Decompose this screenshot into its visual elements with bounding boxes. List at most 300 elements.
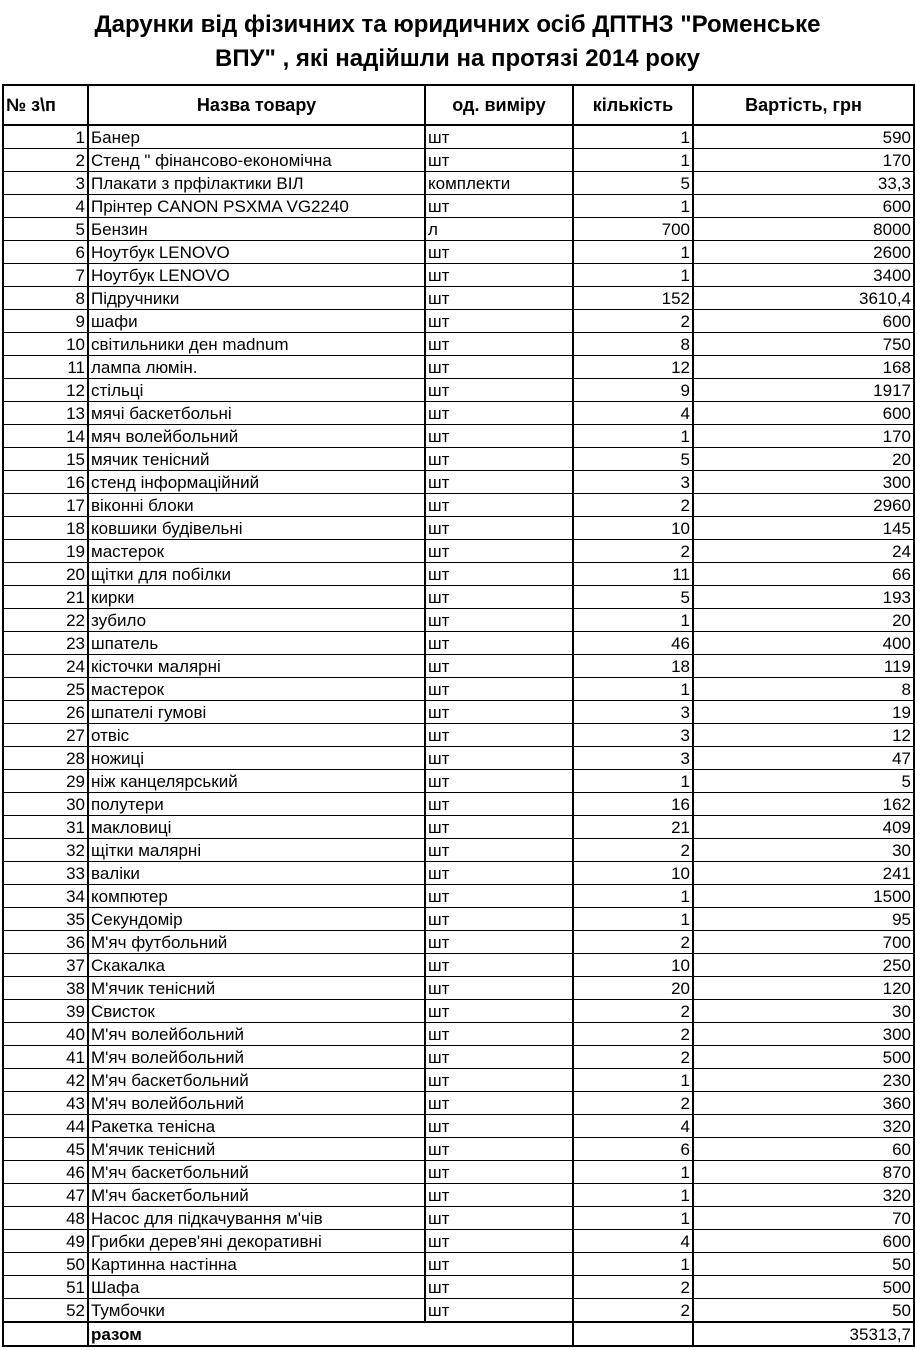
- cell-number: 43: [3, 1092, 88, 1115]
- cell-item-name: стенд інформаційний: [88, 471, 425, 494]
- cell-unit: шт: [425, 379, 573, 402]
- cell-cost: 170: [693, 149, 914, 172]
- cell-quantity: 20: [573, 977, 693, 1000]
- cell-quantity: 6: [573, 1138, 693, 1161]
- cell-unit: шт: [425, 908, 573, 931]
- table-row: [3, 609, 914, 632]
- cell-item-name: мячі баскетбольні: [88, 402, 425, 425]
- cell-number: 46: [3, 1161, 88, 1184]
- cell-cost: 2960: [693, 494, 914, 517]
- cell-cost: 66: [693, 563, 914, 586]
- cell-unit: шт: [425, 425, 573, 448]
- cell-number: 48: [3, 1207, 88, 1230]
- table-row: [3, 1276, 914, 1299]
- cell-quantity: 1: [573, 125, 693, 149]
- cell-item-name: мяч волейбольний: [88, 425, 425, 448]
- cell-cost: 50: [693, 1299, 914, 1323]
- cell-item-name: мастерок: [88, 540, 425, 563]
- cell-cost: 360: [693, 1092, 914, 1115]
- cell-number: 45: [3, 1138, 88, 1161]
- cell-quantity: 1: [573, 1253, 693, 1276]
- cell-unit: шт: [425, 1299, 573, 1323]
- cell-cost: 120: [693, 977, 914, 1000]
- cell-number: 9: [3, 310, 88, 333]
- cell-cost: 12: [693, 724, 914, 747]
- cell-unit: шт: [425, 701, 573, 724]
- title-line-1: Дарунки від фізичних та юридичних осіб ДПТНЗ "Роменське: [94, 11, 821, 38]
- cell-cost: 70: [693, 1207, 914, 1230]
- cell-item-name: Стенд " фінансово-економічна: [88, 149, 425, 172]
- cell-quantity: 2: [573, 1299, 693, 1323]
- cell-quantity: 4: [573, 1230, 693, 1253]
- cell-item-name: Бензин: [88, 218, 425, 241]
- cell-number: 49: [3, 1230, 88, 1253]
- cell-unit: шт: [425, 1046, 573, 1069]
- cell-number: 14: [3, 425, 88, 448]
- cell-number: 35: [3, 908, 88, 931]
- table-row: [3, 1299, 914, 1323]
- cell-number: 44: [3, 1115, 88, 1138]
- cell-quantity: 11: [573, 563, 693, 586]
- cell-item-name: щітки для побілки: [88, 563, 425, 586]
- cell-unit: шт: [425, 1161, 573, 1184]
- table-row: [3, 816, 914, 839]
- table-row: [3, 379, 914, 402]
- cell-unit: шт: [425, 839, 573, 862]
- table-row: [3, 149, 914, 172]
- table-row: [3, 954, 914, 977]
- cell-unit: шт: [425, 793, 573, 816]
- table-row: [3, 1184, 914, 1207]
- cell-item-name: М'ячик тенісний: [88, 977, 425, 1000]
- cell-unit: шт: [425, 954, 573, 977]
- cell-quantity: 1: [573, 264, 693, 287]
- table-row: [3, 770, 914, 793]
- cell-number: 24: [3, 655, 88, 678]
- cell-quantity: 1: [573, 1184, 693, 1207]
- cell-quantity: 5: [573, 586, 693, 609]
- cell-unit: шт: [425, 1184, 573, 1207]
- cell-number: 6: [3, 241, 88, 264]
- table-row: [3, 908, 914, 931]
- cell-item-name: кісточки малярні: [88, 655, 425, 678]
- cell-quantity: 152: [573, 287, 693, 310]
- cell-cost: 230: [693, 1069, 914, 1092]
- donations-table: [2, 84, 915, 1347]
- cell-cost: 600: [693, 402, 914, 425]
- cell-unit: шт: [425, 931, 573, 954]
- table-row: [3, 218, 914, 241]
- header-cost: Вартість, грн: [693, 85, 914, 125]
- cell-quantity: 1: [573, 149, 693, 172]
- cell-unit: шт: [425, 1023, 573, 1046]
- table-row: [3, 448, 914, 471]
- table-row: [3, 632, 914, 655]
- cell-unit: комплекти: [425, 172, 573, 195]
- table-row: [3, 1023, 914, 1046]
- cell-number: 17: [3, 494, 88, 517]
- cell-number: 18: [3, 517, 88, 540]
- cell-quantity: 2: [573, 1276, 693, 1299]
- cell-unit: шт: [425, 471, 573, 494]
- table-row: [3, 1115, 914, 1138]
- cell-cost: 5: [693, 770, 914, 793]
- cell-item-name: компютер: [88, 885, 425, 908]
- cell-cost: 19: [693, 701, 914, 724]
- cell-cost: 162: [693, 793, 914, 816]
- page-title: [0, 8, 915, 76]
- cell-unit: шт: [425, 494, 573, 517]
- cell-item-name: Банер: [88, 125, 425, 149]
- total-empty-cell: [3, 1322, 88, 1346]
- cell-cost: 170: [693, 425, 914, 448]
- cell-quantity: 2: [573, 1000, 693, 1023]
- cell-unit: шт: [425, 195, 573, 218]
- table-row: [3, 747, 914, 770]
- cell-quantity: 5: [573, 172, 693, 195]
- table-row: [3, 1000, 914, 1023]
- cell-cost: 1500: [693, 885, 914, 908]
- cell-item-name: М'ячик тенісний: [88, 1138, 425, 1161]
- cell-cost: 870: [693, 1161, 914, 1184]
- header-item-name: Назва товару: [88, 85, 425, 125]
- cell-unit: шт: [425, 264, 573, 287]
- cell-cost: 20: [693, 609, 914, 632]
- cell-cost: 47: [693, 747, 914, 770]
- table-row: [3, 356, 914, 379]
- total-row: [3, 1322, 914, 1346]
- cell-cost: 400: [693, 632, 914, 655]
- cell-cost: 300: [693, 1023, 914, 1046]
- cell-item-name: М'яч футбольний: [88, 931, 425, 954]
- cell-cost: 1917: [693, 379, 914, 402]
- cell-unit: шт: [425, 816, 573, 839]
- cell-item-name: ніж канцелярський: [88, 770, 425, 793]
- cell-unit: шт: [425, 724, 573, 747]
- table-row: [3, 310, 914, 333]
- cell-item-name: мячик тенісний: [88, 448, 425, 471]
- cell-unit: шт: [425, 1276, 573, 1299]
- table-row: [3, 839, 914, 862]
- table-row: [3, 678, 914, 701]
- table-row: [3, 977, 914, 1000]
- cell-unit: шт: [425, 1069, 573, 1092]
- cell-unit: шт: [425, 310, 573, 333]
- cell-quantity: 2: [573, 310, 693, 333]
- table-row: [3, 333, 914, 356]
- cell-unit: шт: [425, 747, 573, 770]
- cell-item-name: щітки малярні: [88, 839, 425, 862]
- table-row: [3, 425, 914, 448]
- title-line-2: ВПУ" , які надійшли на протязі 2014 року: [215, 45, 700, 72]
- cell-cost: 320: [693, 1184, 914, 1207]
- cell-quantity: 1: [573, 195, 693, 218]
- cell-quantity: 46: [573, 632, 693, 655]
- table-row: [3, 402, 914, 425]
- cell-quantity: 10: [573, 517, 693, 540]
- cell-quantity: 10: [573, 954, 693, 977]
- cell-item-name: стільці: [88, 379, 425, 402]
- cell-quantity: 1: [573, 1069, 693, 1092]
- total-empty-cell: [573, 1322, 693, 1346]
- cell-item-name: шафи: [88, 310, 425, 333]
- cell-unit: шт: [425, 1207, 573, 1230]
- cell-quantity: 1: [573, 1161, 693, 1184]
- cell-item-name: полутери: [88, 793, 425, 816]
- cell-number: 47: [3, 1184, 88, 1207]
- cell-item-name: Насос для підкачування м'чів: [88, 1207, 425, 1230]
- cell-cost: 300: [693, 471, 914, 494]
- table-row: [3, 563, 914, 586]
- cell-item-name: Скакалка: [88, 954, 425, 977]
- cell-cost: 3610,4: [693, 287, 914, 310]
- table-row: [3, 1207, 914, 1230]
- cell-item-name: валіки: [88, 862, 425, 885]
- cell-number: 8: [3, 287, 88, 310]
- table-row: [3, 540, 914, 563]
- cell-unit: шт: [425, 540, 573, 563]
- cell-number: 26: [3, 701, 88, 724]
- cell-quantity: 9: [573, 379, 693, 402]
- cell-quantity: 21: [573, 816, 693, 839]
- table-row: [3, 1092, 914, 1115]
- cell-cost: 700: [693, 931, 914, 954]
- cell-quantity: 1: [573, 908, 693, 931]
- table-row: [3, 793, 914, 816]
- cell-number: 32: [3, 839, 88, 862]
- cell-number: 51: [3, 1276, 88, 1299]
- cell-item-name: М'яч волейбольний: [88, 1023, 425, 1046]
- cell-unit: шт: [425, 149, 573, 172]
- cell-cost: 2600: [693, 241, 914, 264]
- cell-cost: 60: [693, 1138, 914, 1161]
- cell-quantity: 1: [573, 609, 693, 632]
- table-header-row: [3, 85, 914, 125]
- cell-unit: шт: [425, 1000, 573, 1023]
- cell-cost: 145: [693, 517, 914, 540]
- cell-quantity: 3: [573, 724, 693, 747]
- cell-item-name: Ноутбук LENOVO: [88, 241, 425, 264]
- cell-number: 10: [3, 333, 88, 356]
- cell-number: 3: [3, 172, 88, 195]
- cell-number: 37: [3, 954, 88, 977]
- cell-number: 25: [3, 678, 88, 701]
- cell-unit: шт: [425, 333, 573, 356]
- table-row: [3, 172, 914, 195]
- cell-unit: шт: [425, 655, 573, 678]
- cell-cost: 500: [693, 1276, 914, 1299]
- cell-quantity: 2: [573, 839, 693, 862]
- cell-quantity: 1: [573, 425, 693, 448]
- cell-unit: шт: [425, 678, 573, 701]
- cell-number: 27: [3, 724, 88, 747]
- cell-cost: 24: [693, 540, 914, 563]
- cell-number: 22: [3, 609, 88, 632]
- cell-cost: 600: [693, 1230, 914, 1253]
- table-row: [3, 494, 914, 517]
- table-row: [3, 125, 914, 149]
- total-value: 35313,7: [693, 1322, 914, 1346]
- cell-item-name: шпатель: [88, 632, 425, 655]
- cell-quantity: 2: [573, 931, 693, 954]
- cell-item-name: Плакати з прфілактики ВІЛ: [88, 172, 425, 195]
- cell-item-name: Підручники: [88, 287, 425, 310]
- cell-number: 34: [3, 885, 88, 908]
- cell-unit: шт: [425, 1115, 573, 1138]
- cell-cost: 8: [693, 678, 914, 701]
- cell-cost: 30: [693, 839, 914, 862]
- cell-unit: шт: [425, 402, 573, 425]
- cell-number: 15: [3, 448, 88, 471]
- cell-unit: шт: [425, 586, 573, 609]
- cell-number: 36: [3, 931, 88, 954]
- cell-number: 31: [3, 816, 88, 839]
- cell-item-name: ножиці: [88, 747, 425, 770]
- cell-number: 42: [3, 1069, 88, 1092]
- cell-item-name: М'яч баскетбольний: [88, 1161, 425, 1184]
- cell-cost: 95: [693, 908, 914, 931]
- cell-number: 4: [3, 195, 88, 218]
- cell-cost: 750: [693, 333, 914, 356]
- cell-quantity: 3: [573, 471, 693, 494]
- cell-cost: 119: [693, 655, 914, 678]
- cell-quantity: 4: [573, 402, 693, 425]
- cell-item-name: Тумбочки: [88, 1299, 425, 1323]
- cell-item-name: віконні блоки: [88, 494, 425, 517]
- table-row: [3, 1161, 914, 1184]
- cell-number: 40: [3, 1023, 88, 1046]
- table-row: [3, 724, 914, 747]
- cell-unit: шт: [425, 125, 573, 149]
- cell-number: 1: [3, 125, 88, 149]
- table-row: [3, 586, 914, 609]
- table-row: [3, 701, 914, 724]
- cell-unit: шт: [425, 862, 573, 885]
- cell-quantity: 3: [573, 747, 693, 770]
- header-unit: од. виміру: [425, 85, 573, 125]
- table-row: [3, 1230, 914, 1253]
- cell-item-name: світильники ден madnum: [88, 333, 425, 356]
- cell-item-name: мастерок: [88, 678, 425, 701]
- cell-item-name: Прінтер CANON PSXMA VG2240: [88, 195, 425, 218]
- cell-quantity: 2: [573, 494, 693, 517]
- cell-number: 19: [3, 540, 88, 563]
- cell-unit: шт: [425, 287, 573, 310]
- cell-cost: 241: [693, 862, 914, 885]
- cell-quantity: 1: [573, 885, 693, 908]
- cell-number: 29: [3, 770, 88, 793]
- cell-unit: шт: [425, 356, 573, 379]
- cell-unit: шт: [425, 1138, 573, 1161]
- cell-unit: шт: [425, 632, 573, 655]
- cell-number: 33: [3, 862, 88, 885]
- cell-cost: 590: [693, 125, 914, 149]
- cell-item-name: зубило: [88, 609, 425, 632]
- cell-quantity: 3: [573, 701, 693, 724]
- table-row: [3, 655, 914, 678]
- cell-item-name: Ракетка тенісна: [88, 1115, 425, 1138]
- table-row: [3, 931, 914, 954]
- cell-quantity: 1: [573, 770, 693, 793]
- cell-number: 39: [3, 1000, 88, 1023]
- cell-item-name: Свисток: [88, 1000, 425, 1023]
- total-label: разом: [88, 1322, 573, 1346]
- cell-cost: 8000: [693, 218, 914, 241]
- table-row: [3, 471, 914, 494]
- cell-unit: шт: [425, 609, 573, 632]
- cell-number: 12: [3, 379, 88, 402]
- cell-unit: шт: [425, 563, 573, 586]
- cell-unit: шт: [425, 885, 573, 908]
- cell-item-name: ковшики будівельні: [88, 517, 425, 540]
- cell-quantity: 2: [573, 540, 693, 563]
- table-row: [3, 1138, 914, 1161]
- cell-cost: 193: [693, 586, 914, 609]
- cell-quantity: 12: [573, 356, 693, 379]
- cell-number: 21: [3, 586, 88, 609]
- cell-cost: 320: [693, 1115, 914, 1138]
- cell-item-name: лампа люмін.: [88, 356, 425, 379]
- cell-number: 5: [3, 218, 88, 241]
- table-row: [3, 241, 914, 264]
- table-row: [3, 1069, 914, 1092]
- table-row: [3, 862, 914, 885]
- cell-number: 41: [3, 1046, 88, 1069]
- cell-unit: шт: [425, 517, 573, 540]
- cell-number: 16: [3, 471, 88, 494]
- cell-number: 52: [3, 1299, 88, 1323]
- header-quantity: кількість: [573, 85, 693, 125]
- cell-number: 7: [3, 264, 88, 287]
- cell-cost: 50: [693, 1253, 914, 1276]
- cell-cost: 30: [693, 1000, 914, 1023]
- cell-item-name: М'яч волейбольний: [88, 1046, 425, 1069]
- cell-quantity: 5: [573, 448, 693, 471]
- cell-unit: шт: [425, 448, 573, 471]
- cell-item-name: отвіс: [88, 724, 425, 747]
- cell-item-name: Шафа: [88, 1276, 425, 1299]
- cell-number: 30: [3, 793, 88, 816]
- cell-item-name: шпателі гумові: [88, 701, 425, 724]
- cell-item-name: Картинна настінна: [88, 1253, 425, 1276]
- table-row: [3, 1046, 914, 1069]
- cell-item-name: Секундомір: [88, 908, 425, 931]
- cell-unit: шт: [425, 770, 573, 793]
- cell-quantity: 2: [573, 1023, 693, 1046]
- cell-cost: 250: [693, 954, 914, 977]
- cell-number: 50: [3, 1253, 88, 1276]
- cell-item-name: М'яч баскетбольний: [88, 1069, 425, 1092]
- cell-number: 28: [3, 747, 88, 770]
- cell-quantity: 2: [573, 1046, 693, 1069]
- cell-cost: 20: [693, 448, 914, 471]
- table-row: [3, 264, 914, 287]
- cell-item-name: М'яч волейбольний: [88, 1092, 425, 1115]
- cell-unit: шт: [425, 1230, 573, 1253]
- cell-quantity: 8: [573, 333, 693, 356]
- cell-quantity: 10: [573, 862, 693, 885]
- cell-item-name: Грибки дерев'яні декоративні: [88, 1230, 425, 1253]
- table-row: [3, 1253, 914, 1276]
- cell-number: 23: [3, 632, 88, 655]
- cell-cost: 409: [693, 816, 914, 839]
- cell-number: 20: [3, 563, 88, 586]
- cell-number: 2: [3, 149, 88, 172]
- table-row: [3, 195, 914, 218]
- cell-item-name: макловиці: [88, 816, 425, 839]
- cell-cost: 600: [693, 195, 914, 218]
- cell-quantity: 4: [573, 1115, 693, 1138]
